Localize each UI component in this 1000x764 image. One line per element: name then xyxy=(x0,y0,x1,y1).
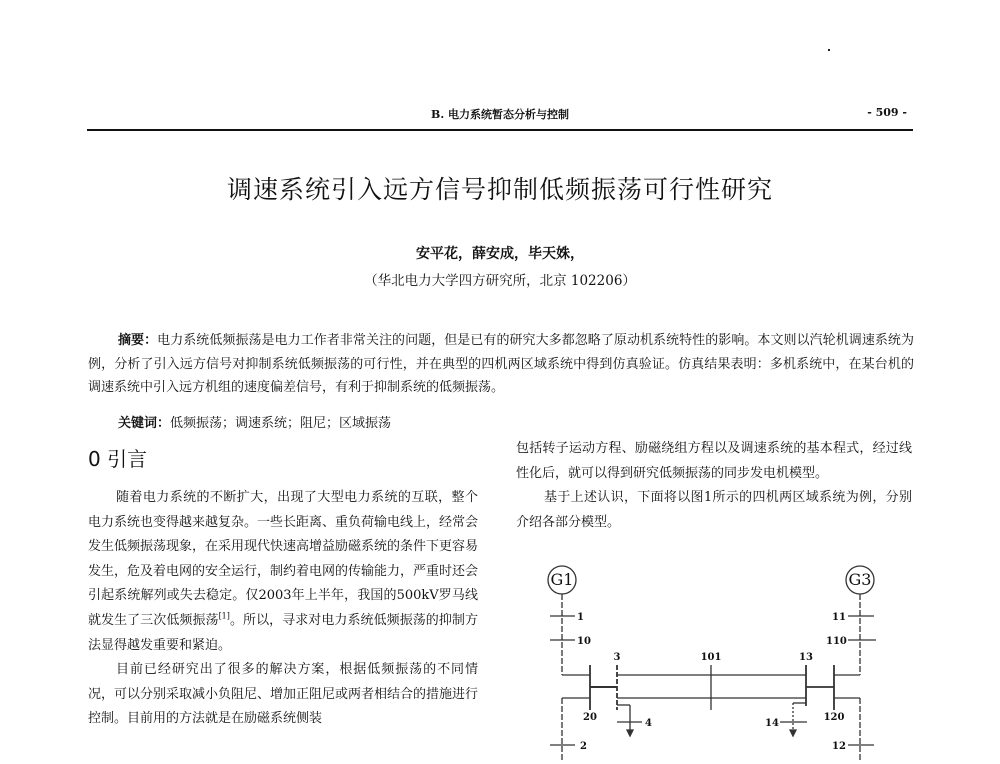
bus-label-120: 120 xyxy=(823,712,845,723)
label-g3: G3 xyxy=(848,570,872,589)
running-head-section: B. 电力系统暂态分析与控制 xyxy=(431,108,569,121)
left-column xyxy=(88,486,478,732)
intro-p1-text-a: 随着电力系统的不断扩大，出现了大型电力系统的互联，整个电力系统也变得越来越复杂。一些长距离、重负荷输电线上，经常会发生低频振荡现象，在采用现代快速高增益励磁系统的条件下更容易发生，危及着电网的安全运行，制约着电网的传输能力，严重时还会引起系统解列或失去稳定。仅2003年上半年，我国的500kV罗马线就发生了三次低频振荡 xyxy=(88,490,479,628)
intro-p1-text-b: 。所以，寻求对电力系统低频振荡的抑制方法显得越发重要和紧迫。 xyxy=(88,612,478,653)
running-head xyxy=(87,104,913,124)
label-g1: G1 xyxy=(550,570,574,589)
bus-label-4: 4 xyxy=(645,718,652,729)
header-rule xyxy=(87,129,913,131)
paper-authors: 安平花，薛安成，毕天姝， xyxy=(416,246,584,262)
bus-label-101: 101 xyxy=(700,652,722,663)
keywords xyxy=(118,412,391,431)
intro-paragraph-1 xyxy=(88,486,478,658)
citation-ref-1[interactable]: [1] xyxy=(218,611,230,621)
bus-label-13: 13 xyxy=(799,652,813,663)
abstract-text: 电力系统低频振荡是电力工作者非常关注的问题，但是已有的研究大多都忽略了原动机系统特性的影响。本文则以汽轮机调速系统为例，分析了引入远方信号对抑制系统低频振荡的可行性，并在典型的四机两区域系统中得到仿真验证。仿真结果表明：多机系统中，在某台机的调速系统中引入远方机组的速度偏差信号，有利于抑制系统的低频振荡。 xyxy=(88,333,914,395)
bus-label-14: 14 xyxy=(765,718,779,729)
bus-label-20: 20 xyxy=(583,712,597,723)
page-number: - 509 - xyxy=(867,106,907,119)
intro-paragraph-2: 目前已经研究出了很多的解决方案，根据低频振荡的不同情况，可以分别采取减小负阻尼、增加正阻尼或两者相结合的措施进行控制。目前用的方法就是在励磁系统侧装 xyxy=(88,662,479,727)
scan-speck xyxy=(828,49,830,51)
abstract-label: 摘要： xyxy=(118,333,158,348)
right-column xyxy=(516,437,912,535)
keywords-label: 关键词： xyxy=(118,416,171,431)
bus-label-3: 3 xyxy=(613,652,621,663)
bus-label-11: 11 xyxy=(832,612,846,623)
right-paragraph-1: 包括转子运动方程、励磁绕组方程以及调速系统的基本程式，经过线性化后，就可以得到研究低频振荡的同步发电机模型。 xyxy=(516,441,912,481)
bus-label-2: 2 xyxy=(580,741,587,752)
right-paragraph-2: 基于上述认识，下面将以图1所示的四机两区域系统为例，分别介绍各部分模型。 xyxy=(516,490,912,530)
keywords-text: 低频振荡；调速系统；阻尼；区域振荡 xyxy=(170,416,392,431)
section-heading-introduction: 0 引言 xyxy=(88,447,148,471)
abstract xyxy=(88,329,914,400)
bus-label-110: 110 xyxy=(826,636,847,647)
paper-affiliation: （华北电力大学四方研究所，北京 102206） xyxy=(364,273,636,289)
paper-title: 调速系统引入远方信号抑制低频振荡可行性研究 xyxy=(226,175,773,204)
bus-label-10: 10 xyxy=(577,636,591,647)
figure-1-four-machine-two-area-system xyxy=(520,560,920,760)
bus-label-12: 12 xyxy=(832,741,846,752)
bus-label-1: 1 xyxy=(577,612,584,623)
